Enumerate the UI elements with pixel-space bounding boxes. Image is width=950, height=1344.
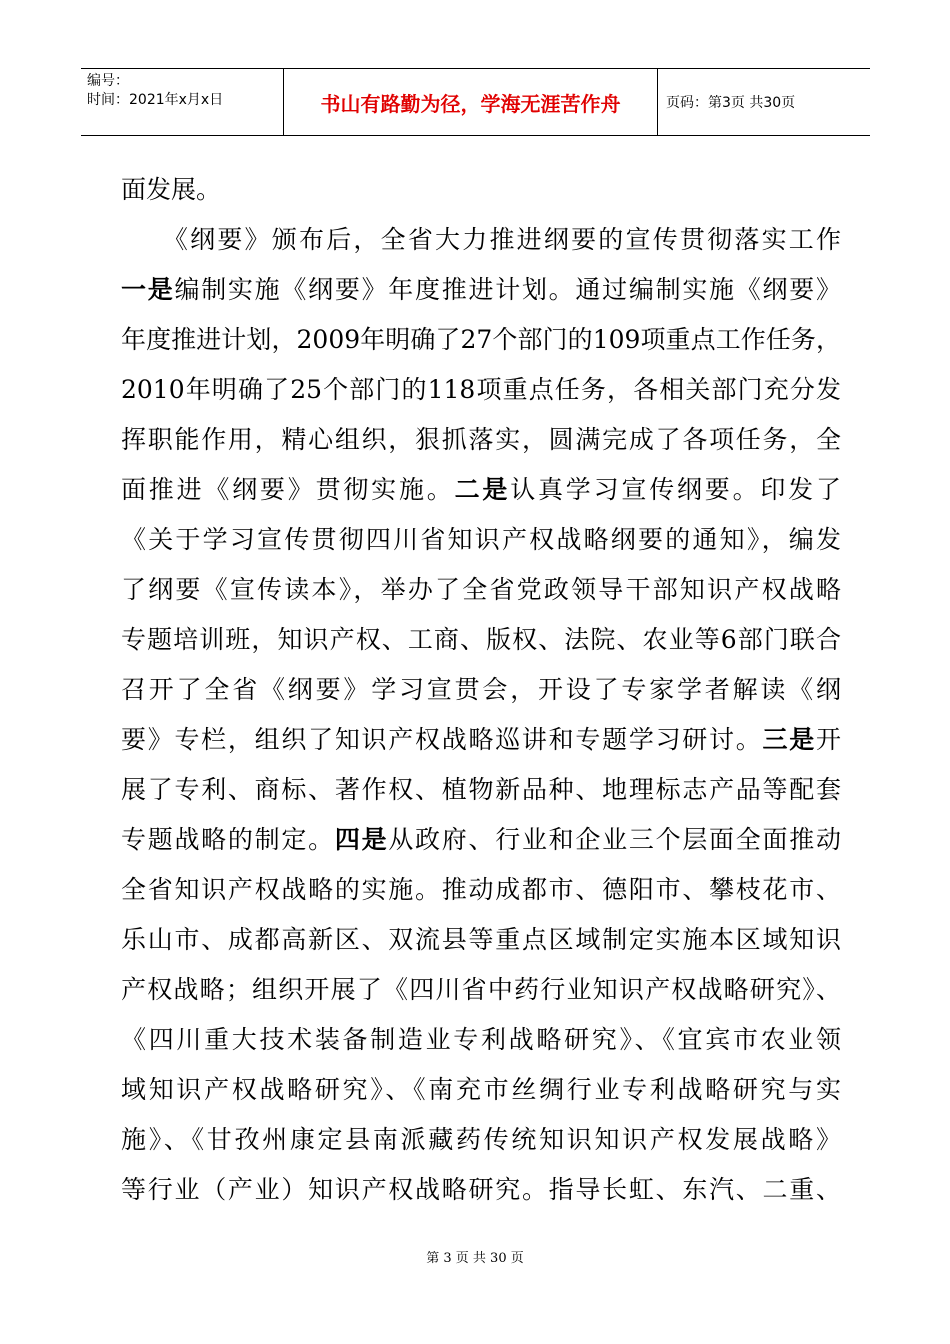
text-line: 年度推进计划，2009年明确了27个部门的109项重点工作任务， [121,325,841,354]
text-line: 了纲要《宣传读本》，举办了全省党政领导干部知识产权战略 [121,575,841,604]
text-line: 全省知识产权战略的实施。推动成都市、德阳市、攀枝花市、 [121,875,841,904]
bold-keyword: 一是 [121,275,175,304]
text-line: 面推进《纲要》贯彻实施。二是认真学习宣传纲要。印发了 [121,475,841,504]
text-line: 域知识产权战略研究》、《南充市丝绸行业专利战略研究与实 [121,1075,841,1104]
date-label: 时间：2021年x月x日 [87,92,224,108]
text-line: 一是编制实施《纲要》年度推进计划。通过编制实施《纲要》 [121,275,841,304]
header-meta [81,69,284,135]
text-line: 挥职能作用，精心组织，狠抓落实，圆满完成了各项任务，全 [121,425,841,454]
body-text [121,165,841,1215]
text-line: 乐山市、成都高新区、双流县等重点区域制定实施本区域知识 [121,925,841,954]
text-line: 展了专利、商标、著作权、植物新品种、地理标志产品等配套 [121,775,841,804]
bold-keyword: 四是 [334,825,389,854]
serial-label: 编号： [87,73,129,89]
text-line: 《关于学习宣传贯彻四川省知识产权战略纲要的通知》，编发 [121,525,841,554]
text-line: 专题培训班，知识产权、工商、版权、法院、农业等6部门联合 [121,625,841,654]
bold-keyword: 三是 [762,725,816,754]
text-line: 要》专栏，组织了知识产权战略巡讲和专题学习研讨。三是开 [121,725,841,754]
text-line: 面发展。 [121,175,222,204]
header-motto: 书山有路勤为径，学海无涯苦作舟 [284,69,658,135]
text-line: 《纲要》颁布后，全省大力推进纲要的宣传贯彻落实工作 [121,225,841,254]
text-line: 专题战略的制定。四是从政府、行业和企业三个层面全面推动 [121,825,841,854]
page-footer: 第 3 页 共 30 页 [426,1251,524,1266]
page-header [81,68,870,136]
text-line: 《四川重大技术装备制造业专利战略研究》、《宜宾市农业领 [121,1025,841,1054]
text-line: 2010年明确了25个部门的118项重点任务，各相关部门充分发 [121,375,841,404]
text-line: 施》、《甘孜州康定县南派藏药传统知识知识产权发展战略》 [121,1125,841,1154]
text-line: 产权战略；组织开展了《四川省中药行业知识产权战略研究》、 [121,975,841,1004]
header-page-info: 页码：第3页 共30页 [666,95,796,111]
text-line: 等行业（产业）知识产权战略研究。指导长虹、东汽、二重、 [121,1175,841,1204]
text-line: 召开了全省《纲要》学习宣贯会，开设了专家学者解读《纲 [121,675,841,704]
bold-keyword: 二是 [454,475,511,504]
